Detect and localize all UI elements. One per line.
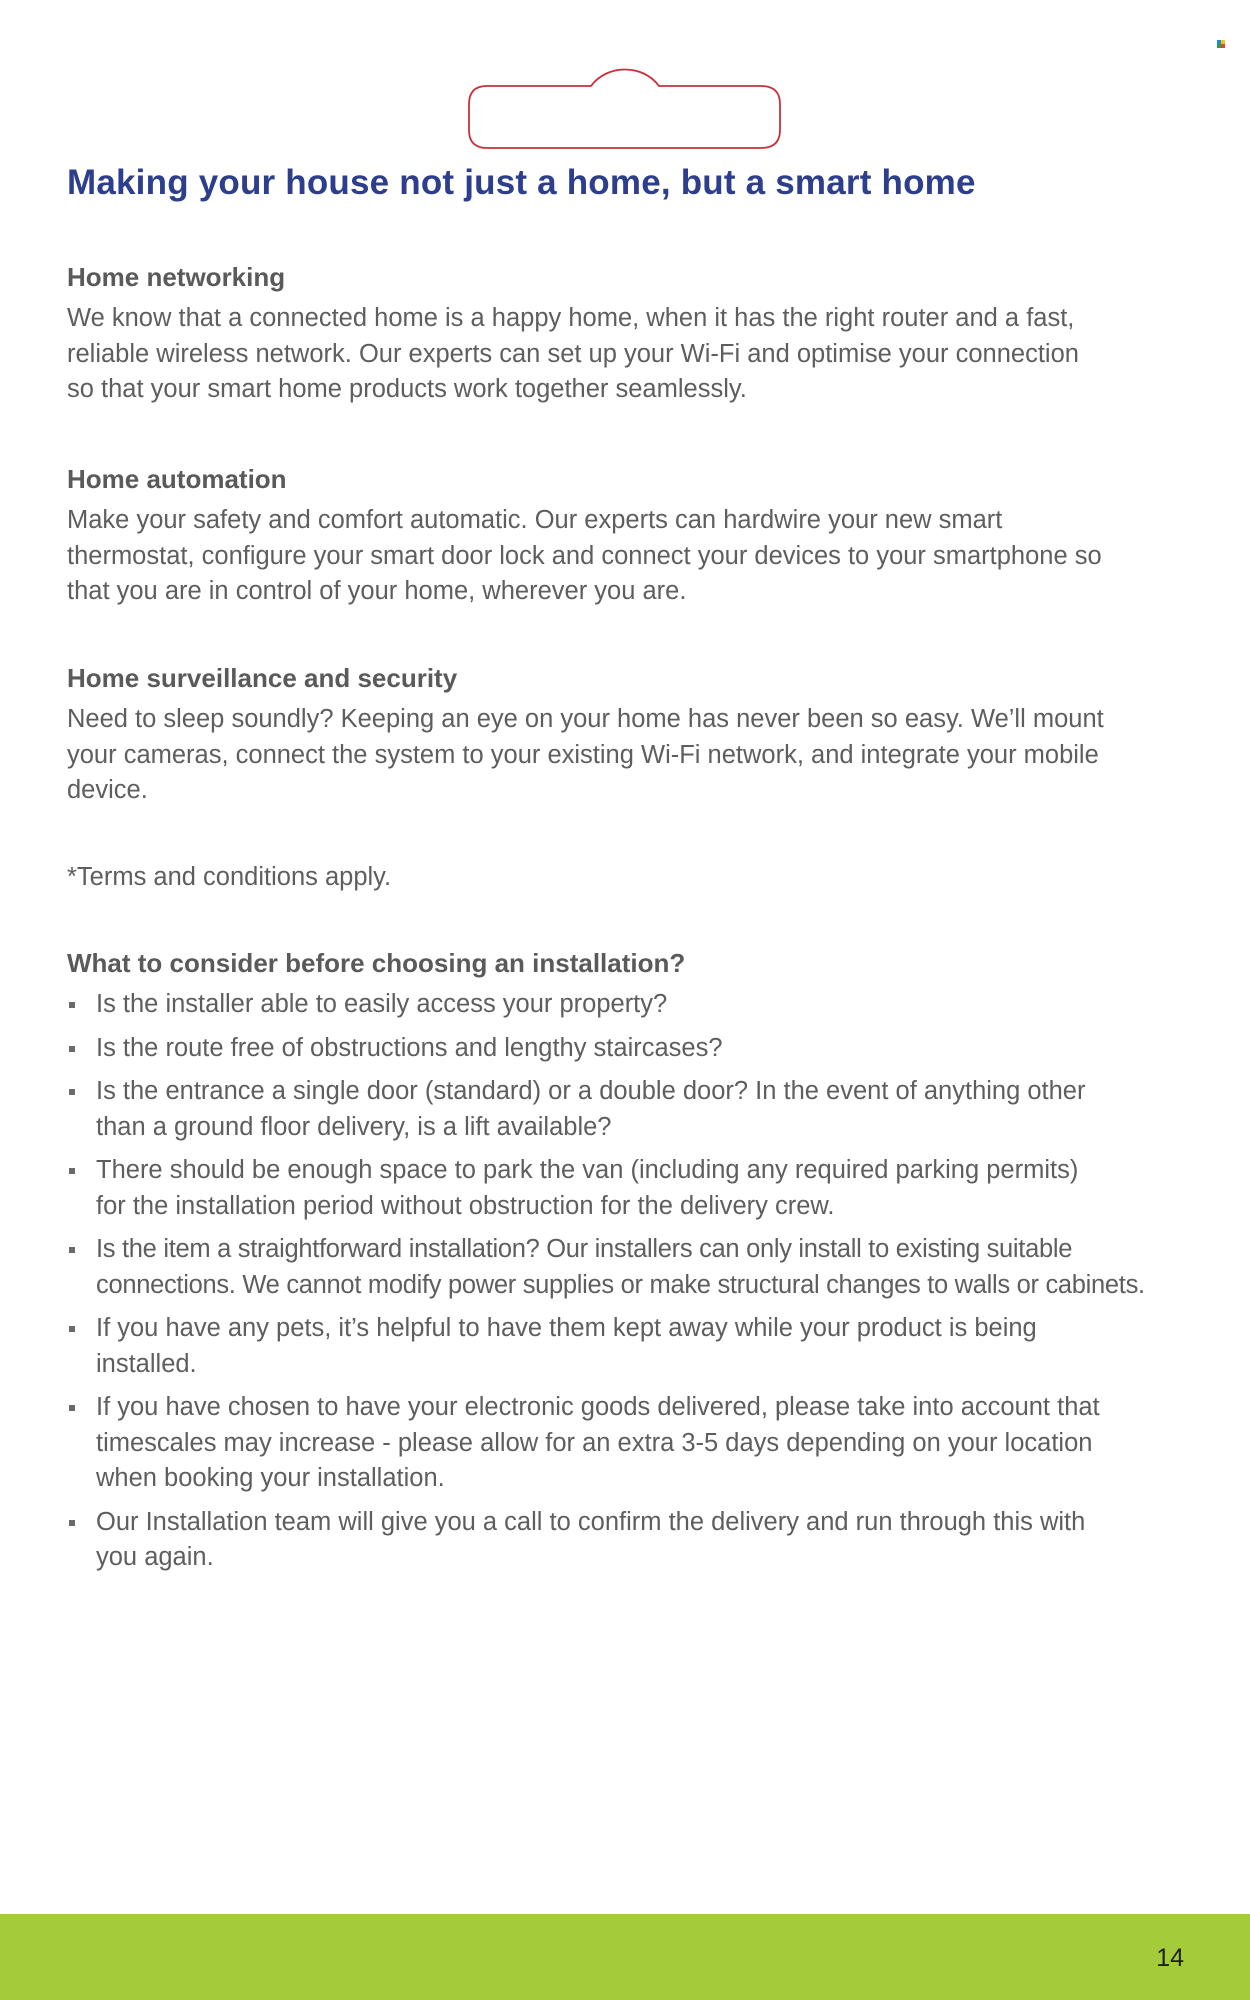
body-line: your cameras, connect the system to your existing Wi-Fi network, and integrate your mobile [67,740,1099,769]
checklist-item: There should be enough space to park the van (including any required parking permits) for the installation period without obstruction for the delivery crew. [67,1153,1197,1224]
checklist [67,987,1197,1576]
corner-mark-square-2 [1221,40,1225,44]
body-line: thermostat, configure your smart door lock and connect your devices to your smartphone so [67,541,1102,570]
bullet-icon [69,1326,75,1332]
body-line: device. [67,776,148,804]
section-body [67,702,1197,809]
checklist-item: If you have chosen to have your electronic goods delivered, please take into account that timescales may increase - please allow for an extra 3-5 days depending on your location when booking your installation. [67,1390,1197,1497]
bullet-icon [69,1002,75,1008]
body-line: Need to sleep soundly? Keeping an eye on your home has never been so easy. We’ll mount [67,705,1104,733]
section-home-networking [67,262,1197,408]
page-title: Making your house not just a home, but a smart home [67,163,976,202]
terms-note: *Terms and conditions apply. [67,863,392,891]
body-line: reliable wireless network. Our experts can set up your Wi-Fi and optimise your connection [67,339,1079,368]
bullet-icon [69,1046,75,1052]
bullet-icon [69,1089,75,1095]
bullet-icon [69,1168,75,1174]
body-line: Make your safety and comfort automatic. Our experts can hardwire your new smart [67,506,1003,534]
bullet-icon [69,1520,75,1526]
checklist-heading: What to consider before choosing an installation? [67,948,686,978]
section-body [67,301,1197,408]
section-heading: Home surveillance and security [67,663,458,693]
section-heading: Home automation [67,464,287,494]
checklist-item: If you have any pets, it’s helpful to have them kept away while your product is being installed. [67,1311,1197,1382]
body-line: so that your smart home products work together seamlessly. [67,375,747,403]
corner-mark-square-3 [1217,44,1221,48]
installation-checklist [67,948,1197,1584]
header-tab-outline [467,68,783,150]
checklist-item: Is the route free of obstructions and lengthy staircases? [67,1031,1197,1067]
section-home-surveillance [67,663,1197,809]
section-home-automation [67,464,1197,610]
bullet-icon [69,1405,75,1411]
checklist-item: Is the installer able to easily access your property? [67,987,1197,1023]
body-line: We know that a connected home is a happy home, when it has the right router and a fast, [67,304,1075,332]
corner-logo-mark [1217,40,1225,48]
checklist-item: Is the entrance a single door (standard) or a double door? In the event of anything other than a ground floor delivery, is a lift available? [67,1074,1197,1145]
section-heading: Home networking [67,262,286,292]
body-line: that you are in control of your home, wherever you are. [67,577,687,605]
checklist-item: Our Installation team will give you a call to confirm the delivery and run through this with you again. [67,1505,1197,1576]
footer-bar [0,1914,1250,2000]
bullet-icon [69,1247,75,1253]
corner-mark-square-1 [1217,40,1221,44]
checklist-item: Is the item a straightforward installation? Our installers can only install to existing suitable connections. We cannot modify power supplies or make structural changes to walls or cabinets. [67,1232,1197,1303]
section-body [67,503,1197,610]
page-number: 14 [1156,1944,1184,1972]
corner-mark-square-4 [1221,44,1225,48]
